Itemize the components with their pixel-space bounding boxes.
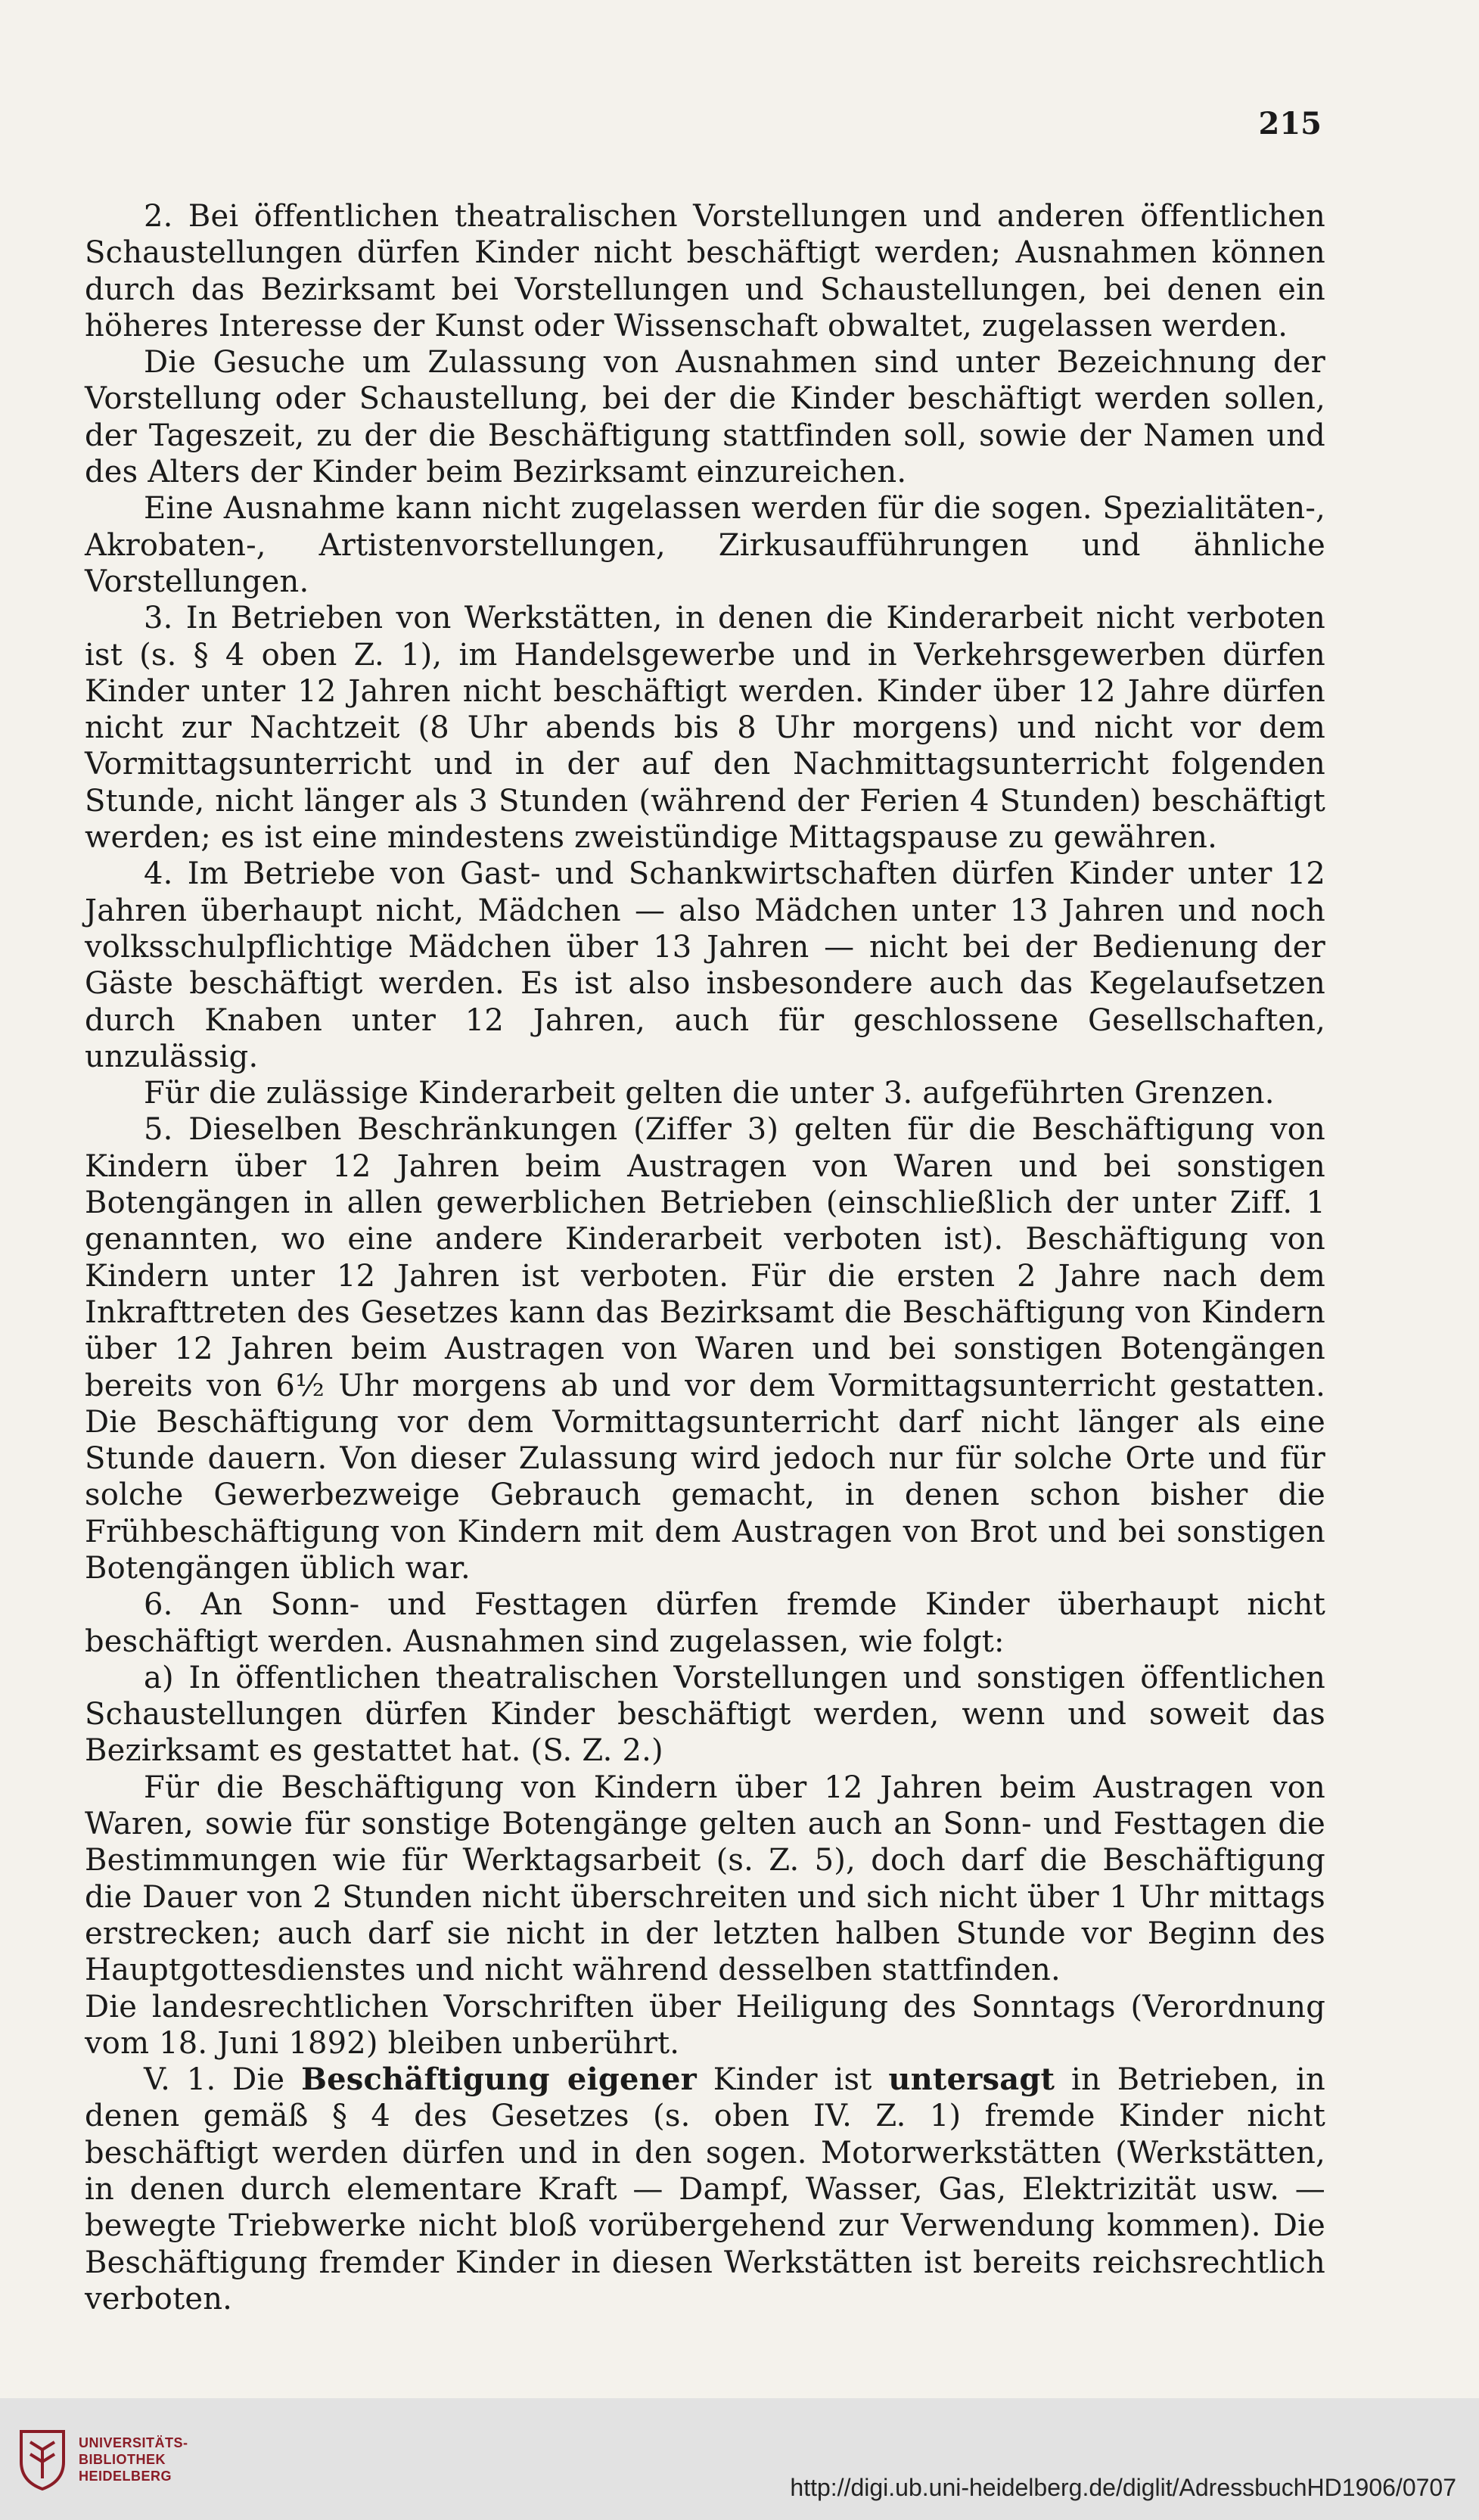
text-run: Für die zulässige Kinderarbeit gelten die unter 3. aufgeführten Grenzen. bbox=[144, 1076, 1275, 1111]
paragraph bbox=[85, 856, 1325, 1075]
logo-line: HEIDELBERG bbox=[79, 2469, 172, 2484]
paragraph bbox=[85, 1989, 1325, 2062]
emphasized-text: untersagt bbox=[888, 2062, 1055, 2098]
text-run: Kinder ist bbox=[696, 2062, 889, 2098]
text-run: Die Gesuche um Zulassung von Ausnahmen sind unter Bezeichnung der Vorstellung oder Schaustellung, bei der die Kinder beschäftigt werden sollen, der Tageszeit, zu der die Beschäftigung stattfinden soll, sowie der Namen und des Alters der Kinder beim Bezirksamt einzureichen. bbox=[85, 345, 1325, 490]
library-logo-text bbox=[79, 2435, 188, 2484]
source-url-link[interactable]: http://digi.ub.uni-heidelberg.de/diglit/AdressbuchHD1906/0707 bbox=[790, 2474, 1456, 2501]
paragraph bbox=[85, 1770, 1325, 1989]
logo-line: UNIVERSITÄTS- bbox=[79, 2435, 188, 2450]
paragraph bbox=[85, 198, 1325, 344]
page-number: 215 bbox=[1258, 106, 1322, 141]
text-run: 4. Im Betriebe von Gast- und Schankwirtschaften dürfen Kinder unter 12 Jahren überhaupt nicht, Mädchen — also Mädchen unter 13 Jahren und noch volksschulpflichtige Mädchen über 13 Jahren — nicht bei der Bedienung der Gäste beschäftigt werden. Es ist also insbesondere auch das Kegelaufsetzen durch Knaben unter 12 Jahren, auch für geschlossene Gesellschaften, unzulässig. bbox=[85, 856, 1325, 1074]
emphasized-text: Beschäftigung eigener bbox=[301, 2062, 697, 2098]
text-run: a) In öffentlichen theatralischen Vorstellungen und sonstigen öffentlichen Schaustellungen dürfen Kinder beschäftigt werden, wenn und soweit das Bezirksamt es gestattet hat. (S. Z. 2.) bbox=[85, 1660, 1325, 1769]
paragraph bbox=[85, 1660, 1325, 1770]
text-run: 5. Dieselben Beschränkungen (Ziffer 3) gelten für die Beschäftigung von Kindern über 12 Jahren beim Austragen von Waren und bei sonstigen Botengängen in allen gewerblichen Betrieben (einschließlich der unter Ziff. 1 genannten, wo eine andere Kinderarbeit verboten ist). Beschäftigung von Kindern unter 12 Jahren ist verboten. Für die ersten 2 Jahre nach dem Inkrafttreten des Gesetzes kann das Bezirksamt die Beschäftigung von Kindern über 12 Jahren beim Austragen von Waren und bei sonstigen Botengängen bereits von 6½ Uhr morgens ab und vor dem Vormittagsunterricht gestatten. Die Beschäftigung vor dem Vormittagsunterricht darf nicht länger als eine Stunde dauern. Von dieser Zulassung wird jedoch nur für solche Orte und für solche Gewerbezweige Gebrauch gemacht, in denen schon bisher die Frühbeschäftigung von Kindern mit dem Austragen von Brot und bei sonstigen Botengängen üblich war. bbox=[85, 1112, 1325, 1586]
text-run: 6. An Sonn- und Festtagen dürfen fremde Kinder überhaupt nicht beschäftigt werden. Ausnahmen sind zugelassen, wie folgt: bbox=[85, 1587, 1325, 1659]
text-run: Für die Beschäftigung von Kindern über 12 Jahren beim Austragen von Waren, sowie für sonstige Botengänge gelten auch an Sonn- und Festtagen die Bestimmungen wie für Werktagsarbeit (s. Z. 5), doch darf die Beschäftigung die Dauer von 2 Stunden nicht überschreiten und sich nicht über 1 Uhr mittags erstrecken; auch darf sie nicht in der letzten halben Stunde vor Beginn des Hauptgottesdienstes und nicht während desselben stattfinden. bbox=[85, 1770, 1325, 1988]
paragraph bbox=[85, 600, 1325, 856]
text-run: Eine Ausnahme kann nicht zugelassen werden für die sogen. Spezialitäten-, Akrobaten-, Artistenvorstellungen, Zirkusaufführungen und ähnliche Vorstellungen. bbox=[85, 491, 1325, 599]
document-body bbox=[85, 198, 1325, 2317]
text-run: Die landesrechtlichen Vorschriften über Heiligung des Sonntags (Verordnung vom 18. Juni 1892) bleiben unberührt. bbox=[85, 1989, 1325, 2061]
paragraph bbox=[85, 1075, 1325, 1111]
text-run: V. 1. Die bbox=[144, 2062, 302, 2098]
text-run: 2. Bei öffentlichen theatralischen Vorstellungen und anderen öffentlichen Schaustellungen dürfen Kinder nicht beschäftigt werden; Ausnahmen können durch das Bezirksamt bei Vorstellungen und Schaustellungen, bei denen ein höheres Interesse der Kunst oder Wissenschaft obwaltet, zugelassen werden. bbox=[85, 199, 1325, 343]
paragraph bbox=[85, 490, 1325, 600]
text-run: 3. In Betrieben von Werkstätten, in denen die Kinderarbeit nicht verboten ist (s. § 4 oben Z. 1), im Handelsgewerbe und in Verkehrsgewerben dürfen Kinder unter 12 Jahren nicht beschäftigt werden. Kinder über 12 Jahre dürfen nicht zur Nachtzeit (8 Uhr abends bis 8 Uhr morgens) und nicht vor dem Vormittagsunterricht und in der auf den Nachmittagsunterricht folgenden Stunde, nicht länger als 3 Stunden (während der Ferien 4 Stunden) beschäftigt werden; es ist eine mindestens zweistündige Mittagspause zu gewähren. bbox=[85, 601, 1325, 856]
footer-bar bbox=[0, 2398, 1479, 2520]
university-seal-icon bbox=[17, 2428, 68, 2490]
paragraph bbox=[85, 344, 1325, 490]
paragraph bbox=[85, 1111, 1325, 1586]
paragraph bbox=[85, 2062, 1325, 2317]
text-run: in Betrieben, in denen gemäß § 4 des Gesetzes (s. oben IV. Z. 1) fremde Kinder nicht beschäftigt werden dürfen und in den sogen. Motorwerkstätten (Werkstätten, in denen durch elementare Kraft — Dampf, Wasser, Gas, Elektrizität usw. — bewegte Triebwerke nicht bloß vorübergehend zur Verwendung kommen). Die Beschäftigung fremder Kinder in diesen Werkstätten ist bereits reichsrechtlich verboten. bbox=[85, 2062, 1325, 2316]
paragraph bbox=[85, 1586, 1325, 1660]
logo-line: BIBLIOTHEK bbox=[79, 2452, 166, 2467]
